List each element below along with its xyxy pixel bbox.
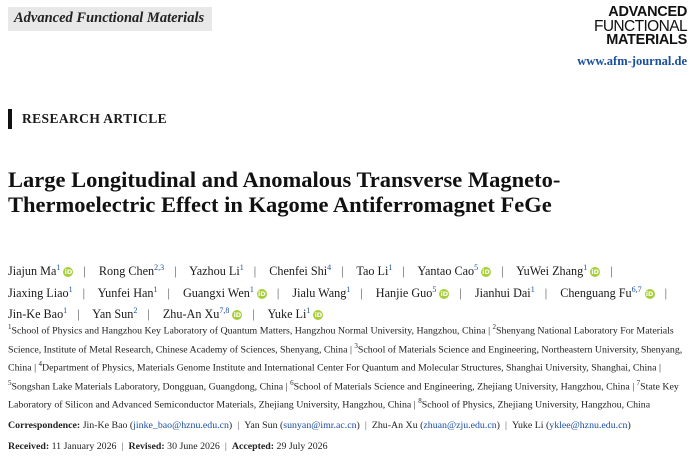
author-name[interactable]: Yantao Cao$^5$iD	[417, 263, 490, 279]
affiliation-number: 2	[492, 323, 497, 331]
author-name[interactable]: Yunfei Han$^1$	[97, 284, 158, 300]
affiliation-text: Shenyang National Laboratory For Materials Science, Institute of Metal Research, Chinese Academy of Sciences, Shenyang, China	[8, 325, 674, 355]
correspondence: Correspondence: Jin-Ke Bao (jinke_bao@hznu.edu.cn) | Yan Sun (sunyan@imr.ac.cn) | Zhu-An Xu (zhuan@zju.edu.cn) | Yuke Li (yklee@hznu.edu.cn)	[8, 420, 631, 431]
affiliation-number: 6	[290, 378, 294, 387]
correspondence-separator: |	[504, 420, 507, 431]
orcid-icon[interactable]: iD	[440, 289, 449, 298]
logo-line-3: MATERIALS	[606, 32, 687, 49]
date-label: Received:	[8, 441, 50, 452]
affiliation-separator: |	[413, 399, 416, 411]
author-separator: |	[147, 307, 150, 322]
author-separator: |	[253, 264, 257, 279]
date-value: 11 January 2026	[51, 441, 117, 452]
author-separator: |	[77, 307, 80, 322]
author-name[interactable]: Zhu-An Xu$^{7,8}$iD	[162, 306, 242, 322]
affiliation-separator: |	[632, 381, 635, 393]
affiliation-text: School of Physics, Zhejiang University, Hangzhou, China	[421, 399, 651, 411]
author-separator: |	[501, 264, 504, 279]
author-affiliation-ref: 1	[583, 263, 588, 272]
correspondence-name: Zhu-An Xu	[371, 420, 418, 431]
author-separator: |	[83, 264, 86, 279]
author-affiliation-ref: 1	[530, 284, 535, 294]
email-link[interactable]: zhuan@zju.edu.cn	[423, 420, 497, 431]
author-name[interactable]: Jialu Wang$^1$	[292, 284, 351, 300]
article-type-label: RESEARCH ARTICLE	[8, 109, 167, 129]
date-value: 30 June 2026	[167, 441, 220, 452]
journal-name: Advanced Functional Materials	[8, 7, 212, 31]
affiliation-text: Department of Physics, Materials Genome Institute and International Center For Quantum and Molecular Structures, Shanghai University, Shanghai, China	[42, 362, 657, 374]
author-affiliation-ref: 2	[133, 306, 138, 316]
author-name[interactable]: Yuke Li$^1$iD	[267, 306, 323, 322]
correspondence-name: Jin-Ke Bao	[82, 420, 128, 431]
author-name[interactable]: Jiajun Ma$^1$iD	[8, 263, 73, 279]
article-title: Large Longitudinal and Anomalous Transverse Magneto-Thermoelectric Effect in Kagome Antiferromagnet FeGe	[8, 167, 561, 217]
logo-line-1: ADVANCED	[608, 4, 687, 20]
article-dates	[8, 441, 328, 452]
author-separator: |	[664, 285, 668, 300]
author-affiliation-ref: 1	[63, 306, 68, 316]
author-affiliation-ref: 1	[153, 284, 158, 294]
orcid-icon[interactable]: iD	[314, 311, 323, 320]
author-affiliation-ref: 5	[474, 263, 479, 272]
email-link[interactable]: sunyan@imr.ac.cn	[283, 420, 357, 431]
affiliation-text: Songshan Lake Materials Laboratory, Dongguan, Guangdong, China	[11, 381, 284, 393]
author-list	[8, 259, 688, 324]
date-label: Revised:	[128, 441, 165, 452]
correspondence-label: Correspondence:	[8, 420, 81, 431]
author-separator: |	[174, 264, 177, 279]
correspondence-name: Yuke Li	[511, 420, 544, 431]
author-affiliation-ref: 6,7	[631, 284, 642, 294]
orcid-icon[interactable]: iD	[645, 289, 654, 298]
author-separator: |	[544, 285, 548, 300]
author-name[interactable]: Jianhui Dai$^1$	[474, 284, 535, 300]
author-name[interactable]: Rong Chen$^{2,3}$	[98, 263, 165, 279]
orcid-icon[interactable]: iD	[591, 268, 600, 277]
author-separator: |	[402, 264, 405, 279]
affiliations	[8, 320, 690, 413]
orcid-icon[interactable]: iD	[233, 311, 242, 320]
author-affiliation-ref: 2,3	[154, 263, 165, 272]
author-affiliation-ref: 1	[388, 263, 393, 272]
author-affiliation-ref: 5	[432, 284, 437, 294]
correspondence-separator: |	[364, 420, 367, 431]
journal-logo	[594, 6, 687, 48]
author-name[interactable]: Chenguang Fu$^{6,7}$iD	[560, 284, 654, 300]
author-name[interactable]: Yazhou Li$^1$	[189, 263, 244, 279]
affiliation-text: State Key Laboratory of Silicon and Advanced Semiconductor Materials, Zhejiang University, Hangzhou, China	[8, 381, 679, 411]
author-separator: |	[252, 307, 255, 322]
author-name[interactable]: Guangxi Wen$^1$iD	[183, 284, 266, 300]
author-name[interactable]: Yan Sun$^2$	[92, 306, 138, 322]
author-affiliation-ref: 1	[249, 284, 254, 294]
author-affiliation-ref: 1	[68, 284, 73, 294]
author-separator: |	[360, 285, 363, 300]
correspondence-name: Yan Sun	[244, 420, 278, 431]
author-name[interactable]: Chenfei Shi$^4$	[269, 263, 332, 279]
date-value: 29 July 2026	[276, 441, 328, 452]
author-affiliation-ref: 1	[239, 263, 244, 272]
date-label: Accepted:	[231, 441, 275, 452]
author-name[interactable]: Jin-Ke Bao$^1$	[8, 306, 68, 322]
author-affiliation-ref: 7,8	[219, 306, 230, 316]
affiliation-number: 1	[8, 323, 12, 331]
email-link[interactable]: jinke_bao@hznu.edu.cn	[133, 420, 229, 431]
orcid-icon[interactable]: iD	[482, 268, 490, 277]
author-separator: |	[276, 285, 280, 300]
correspondence-separator: |	[237, 420, 240, 431]
affiliation-number: 7	[636, 378, 641, 387]
affiliation-number: 5	[8, 378, 12, 387]
date-separator: |	[224, 441, 227, 452]
affiliation-text: School of Materials Science and Engineering, Zhejiang University, Hangzhou, China	[293, 381, 630, 393]
author-separator: |	[82, 285, 86, 300]
orcid-icon[interactable]: iD	[64, 268, 73, 277]
author-separator: |	[459, 285, 462, 300]
orcid-icon[interactable]: iD	[258, 289, 266, 298]
affiliation-number: 4	[38, 360, 43, 369]
affiliation-number: 8	[418, 397, 422, 406]
author-name[interactable]: Jiaxing Liao$^1$	[8, 284, 73, 300]
author-affiliation-ref: 1	[346, 284, 351, 294]
affiliation-separator: |	[658, 362, 661, 374]
date-separator: |	[121, 441, 124, 452]
affiliation-number: 3	[354, 341, 358, 350]
affiliation-separator: |	[285, 381, 288, 393]
email-link[interactable]: yklee@hznu.edu.cn	[549, 420, 628, 431]
author-affiliation-ref: 4	[327, 263, 332, 272]
affiliation-separator: |	[34, 362, 37, 374]
author-name[interactable]: Tao Li$^1$	[356, 263, 393, 279]
affiliation-text: School of Physics and Hangzhou Key Laboratory of Quantum Matters, Hangzhou Normal University, Hangzhou, China	[11, 325, 486, 337]
author-name[interactable]: Hanjie Guo$^5$iD	[375, 284, 449, 300]
author-separator: |	[610, 264, 613, 279]
author-name[interactable]: YuWei Zhang$^1$iD	[516, 263, 600, 279]
journal-website-link[interactable]: www.afm-journal.de	[577, 54, 687, 68]
author-affiliation-ref: 1	[56, 263, 61, 272]
author-affiliation-ref: 1	[306, 306, 311, 316]
affiliation-separator: |	[349, 343, 352, 355]
affiliation-text: School of Materials Science and Engineering, Northeastern University, Shenyang, China	[8, 343, 683, 374]
author-separator: |	[167, 285, 170, 300]
affiliation-separator: |	[488, 325, 491, 337]
logo-line-2: FUNCTIONAL	[593, 17, 687, 35]
author-separator: |	[341, 264, 344, 279]
